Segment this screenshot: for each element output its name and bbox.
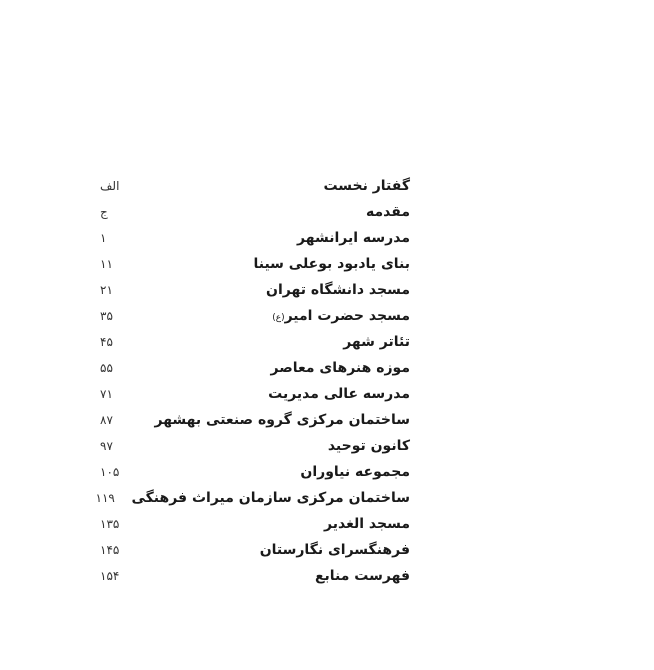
toc-title: ساختمان مرکزی گروه صنعتی بهشهر: [154, 412, 410, 428]
toc-title-wrapper: [272, 308, 410, 324]
toc-page-number: ۲۱: [100, 283, 113, 297]
toc-title: موزه هنرهای معاصر: [270, 360, 410, 376]
toc-row[interactable]: [100, 329, 410, 355]
toc-row[interactable]: [100, 199, 410, 225]
table-of-contents: [95, 173, 410, 589]
toc-page-number: ۵۵: [100, 361, 113, 375]
toc-row[interactable]: [100, 459, 410, 485]
toc-title: گفتار نخست: [323, 178, 410, 194]
toc-page-number: ۱۰۵: [100, 465, 120, 479]
toc-page-number: ۱۱: [100, 257, 113, 271]
toc-title: مسجد الغدیر: [324, 516, 410, 532]
toc-row[interactable]: [100, 225, 410, 251]
toc-page-number: ۱: [100, 231, 107, 245]
toc-title: مجموعه نیاوران: [300, 464, 410, 480]
toc-title: مقدمه: [366, 204, 410, 220]
toc-row[interactable]: [100, 407, 410, 433]
toc-row[interactable]: [100, 303, 410, 329]
toc-title: بنای یادبود بوعلی سینا: [253, 256, 410, 272]
toc-title: فهرست منابع: [314, 568, 410, 584]
toc-row[interactable]: [95, 485, 410, 511]
toc-row[interactable]: [100, 173, 410, 199]
toc-page-number: ۱۱۹: [95, 491, 115, 505]
toc-row[interactable]: [100, 251, 410, 277]
toc-title: مدرسه ایرانشهر: [297, 230, 410, 246]
toc-row[interactable]: [100, 537, 410, 563]
toc-page-number: ۱۴۵: [100, 543, 120, 557]
toc-page-number: ۱۵۴: [100, 569, 120, 583]
toc-row[interactable]: [100, 563, 410, 589]
toc-page-number: ج: [100, 205, 108, 219]
toc-page-number: الف: [100, 179, 120, 193]
toc-page-number: ۸۷: [100, 413, 113, 427]
toc-page-number: ۷۱: [100, 387, 113, 401]
toc-row[interactable]: [100, 277, 410, 303]
toc-row[interactable]: [100, 433, 410, 459]
toc-title: مسجد دانشگاه تهران: [266, 282, 410, 298]
toc-title: فرهنگسرای نگارستان: [259, 542, 410, 558]
toc-title: کانون توحید: [327, 438, 410, 454]
toc-row[interactable]: [100, 381, 410, 407]
toc-title: مدرسه عالی مدیریت: [268, 386, 410, 402]
toc-title: مسجد حضرت امیر: [284, 308, 410, 324]
toc-page-number: ۱۳۵: [100, 517, 120, 531]
toc-title: تئاتر شهر: [343, 334, 410, 350]
toc-page-number: ۴۵: [100, 335, 113, 349]
toc-title-suffix: (ع): [272, 313, 285, 323]
toc-page-number: ۹۷: [100, 439, 113, 453]
toc-page-number: ۳۵: [100, 309, 113, 323]
toc-row[interactable]: [100, 511, 410, 537]
toc-row[interactable]: [100, 355, 410, 381]
toc-title: ساختمان مرکزی سازمان میراث فرهنگی: [131, 490, 410, 506]
